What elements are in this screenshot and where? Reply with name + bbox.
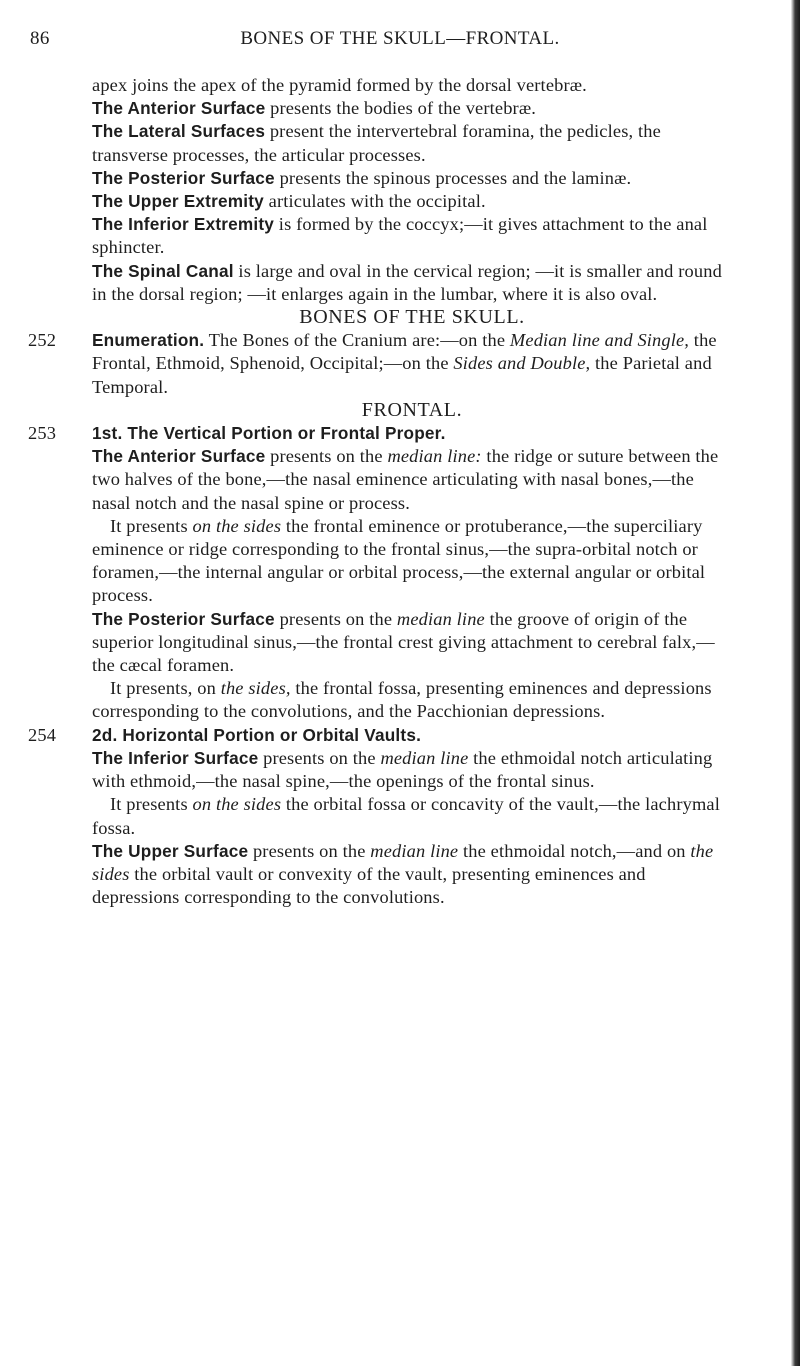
running-title: BONES OF THE SKULL—FRONTAL. <box>240 28 560 49</box>
section-number-253: 253 <box>28 423 57 444</box>
section-number-252: 252 <box>28 330 57 351</box>
page-edge-shadow <box>791 0 800 1366</box>
section-heading-frontal: FRONTAL. <box>361 398 463 421</box>
paragraph-frontal-posterior-surface: The Posterior Surface presents on the median line the groove of origin of the superior longitudinal sinus,—the frontal crest giving attachment to cerebral falx,—the cæcal foramen. <box>92 608 715 676</box>
paragraph-upper-extremity: The Upper Extremity articulates with the occipital. <box>92 191 486 212</box>
section-number-254: 254 <box>28 724 57 745</box>
page-body <box>28 74 732 909</box>
paragraph-posterior-surface: The Posterior Surface presents the spinous processes and the laminæ. <box>92 167 632 188</box>
paragraph-lateral-surfaces: The Lateral Surfaces present the intervertebral foramina, the pedicles, the transverse processes, the articular processes. <box>92 121 661 165</box>
paragraph-254-title: 254 2d. Horizontal Portion or Orbital Vaults. <box>92 724 732 747</box>
paragraph-frontal-posterior-sides: It presents, on the sides, the frontal fossa, presenting eminences and depressions corresponding to the convolutions, and the Pacchionian depressions. <box>92 678 712 722</box>
section-heading-skull: BONES OF THE SKULL. <box>299 306 525 329</box>
paragraph-inferior-surface: The Inferior Surface presents on the median line the ethmoidal notch articulating with ethmoid,—the nasal spine,—the openings of the frontal sinus. <box>92 747 713 792</box>
paragraph-inferior-sides: It presents on the sides the orbital fossa or concavity of the vault,—the lachrymal fossa. <box>92 794 720 838</box>
paragraph-anterior-surface: The Anterior Surface presents the bodies of the vertebræ. <box>92 98 536 119</box>
paragraph-spinal-canal: The Spinal Canal is large and oval in the cervical region; —it is smaller and round in the dorsal region; —it enlarges again in the lumbar, where it is also oval. <box>92 260 722 304</box>
paragraph-continuation: apex joins the apex of the pyramid formed by the dorsal vertebræ. <box>92 75 587 95</box>
paragraph-upper-surface: The Upper Surface presents on the median line the ethmoidal notch,—and on the sides the orbital vault or convexity of the vault, presenting eminences and depressions corresponding to the convolutions. <box>92 840 714 908</box>
paragraph-inferior-extremity: The Inferior Extremity is formed by the coccyx;—it gives attachment to the anal sphincter. <box>92 214 708 258</box>
paragraph-frontal-anterior-sides: It presents on the sides the frontal eminence or protuberance,—the superciliary eminence or ridge corresponding to the frontal sinus,—the supra-orbital notch or foramen,—the internal angular or orbital process,—the external angular or orbital process. <box>92 515 706 606</box>
paragraph-frontal-anterior-surface: The Anterior Surface presents on the median line: the ridge or suture between the two halves of the bone,—the nasal eminence articulating with nasal bones,—the nasal notch and the nasal spine or process. <box>92 446 719 513</box>
paragraph-253-title: 253 1st. The Vertical Portion or Frontal Proper. <box>92 422 732 445</box>
paragraph-252-enumeration: 252 Enumeration. The Bones of the Cranium are:—on the Median line and Single, the Frontal, Ethmoid, Sphenoid, Occipital;—on the Sides and Double, the Parietal and Temporal. <box>28 330 717 397</box>
page-number: 86 <box>30 28 50 49</box>
page-header <box>0 28 800 54</box>
